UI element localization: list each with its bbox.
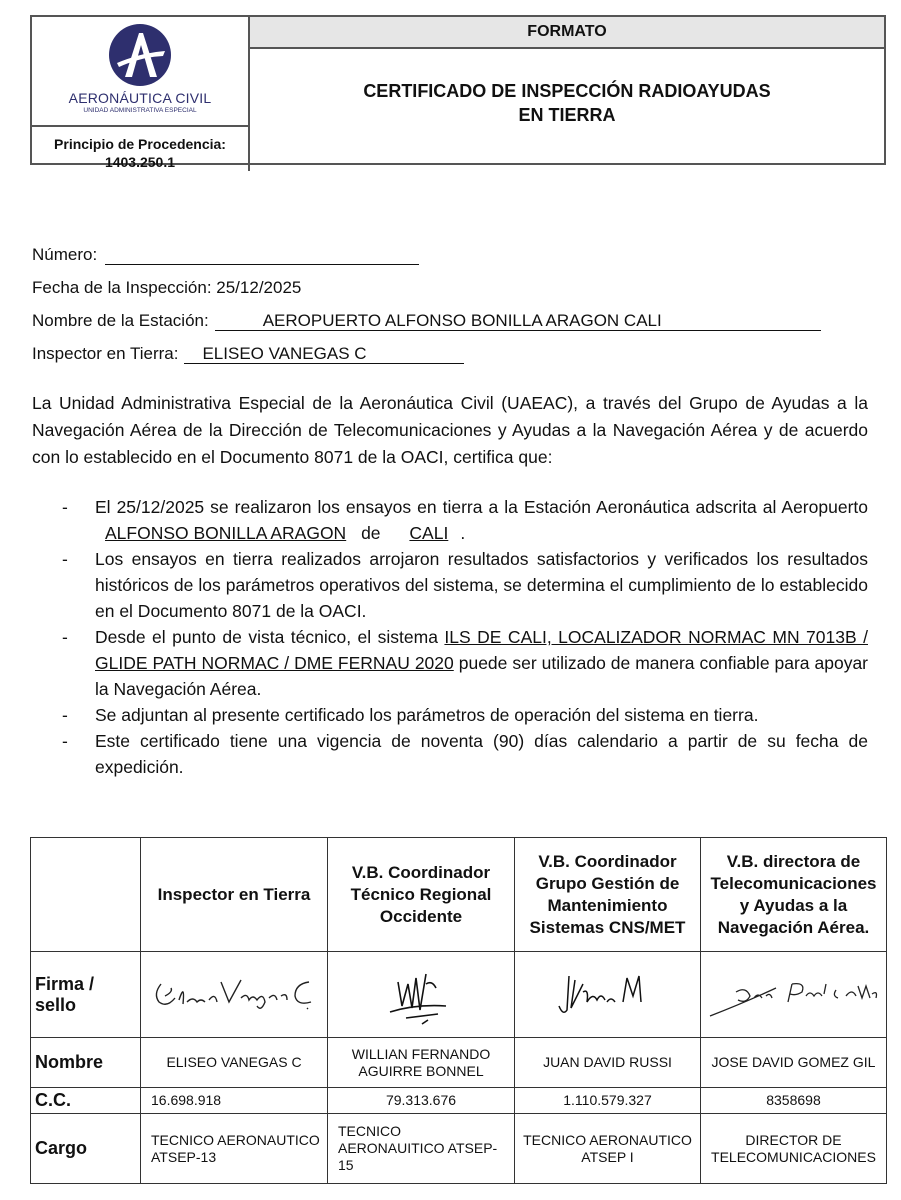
bullet-text: Desde el punto de vista técnico, el sistema (95, 627, 445, 647)
bullet-item (32, 728, 868, 780)
estacion-label: Nombre de la Estación: (32, 311, 209, 330)
title-line-1: CERTIFICADO DE INSPECCIÓN RADIOAYUDAS (363, 81, 771, 101)
signature-coordinador-mantenimiento-image (523, 962, 693, 1022)
dash-icon: - (62, 627, 68, 647)
cc-coordinador-mantenimiento: 1.110.579.327 (515, 1088, 701, 1114)
certificate-title (250, 49, 884, 171)
bullet-text: puede ser utilizado de manera confiable para apoyar la Navegación Aérea. (95, 653, 869, 699)
cc-directora: 8358698 (701, 1088, 887, 1114)
signature-directora (701, 952, 887, 1038)
bullet-item (32, 702, 868, 728)
nombre-coordinador-mantenimiento: JUAN DAVID RUSSI (515, 1038, 701, 1088)
system-name: ILS DE CALI, LOCALIZADOR NORMAC MN 7013B / GLIDE PATH NORMAC / DME FERNAU 2020 (95, 627, 868, 673)
row-label-cc: C.C. (31, 1088, 141, 1114)
estacion-field[interactable]: AEROPUERTO ALFONSO BONILLA ARAGON CALI (215, 311, 821, 331)
dash-icon: - (62, 705, 68, 725)
dash-icon: - (62, 497, 68, 517)
signature-inspector-image (149, 962, 319, 1022)
principio-procedencia (32, 127, 250, 171)
signature-coordinador-regional-image (336, 954, 506, 1030)
header-inspector: Inspector en Tierra (141, 838, 328, 952)
table-row (31, 952, 887, 1038)
formato-label: FORMATO (250, 17, 884, 49)
bullet-text: Los ensayos en tierra realizados arrojaron resultados satisfactorios y verificados los resultados históricos de los parámetros operativos del sistema, se determina el cumplimiento de lo establecido en el Documento 8071 de la OACI. (95, 549, 868, 621)
bullet-text: Se adjuntan al presente certificado los parámetros de operación del sistema en tierra. (95, 705, 759, 725)
signature-coordinador-regional (328, 952, 515, 1038)
signature-table (30, 837, 887, 1184)
bullet-text: de (356, 523, 386, 543)
table-row (31, 1038, 887, 1088)
bullet-text: . (460, 523, 466, 543)
signature-coordinador-mantenimiento (515, 952, 701, 1038)
logo-cell (32, 17, 250, 127)
inspection-fields (32, 232, 872, 364)
nombre-coordinador-regional: WILLIAN FERNANDO AGUIRRE BONNEL (328, 1038, 515, 1088)
dash-icon: - (62, 731, 68, 751)
cargo-inspector: TECNICO AERONAUTICO ATSEP-13 (141, 1114, 328, 1184)
table-row (31, 1114, 887, 1184)
numero-field[interactable] (105, 245, 419, 265)
header-coordinador-mantenimiento: V.B. Coordinador Grupo Gestión de Mantenimiento Sistemas CNS/MET (515, 838, 701, 952)
numero-label: Número: (32, 245, 98, 264)
header-right (250, 17, 884, 171)
row-label-nombre: Nombre (31, 1038, 141, 1088)
aerocivil-logo-icon (103, 23, 177, 87)
cc-coordinador-regional: 79.313.676 (328, 1088, 515, 1114)
principio-label: Principio de Procedencia: (54, 136, 226, 152)
row-label-firma: Firma / sello (31, 952, 141, 1038)
inspector-field[interactable]: ELISEO VANEGAS C (184, 344, 464, 364)
estacion-row (32, 298, 872, 331)
bullet-item (32, 494, 868, 546)
bullet-text: El 25/12/2025 se realizaron los ensayos en tierra a la Estación Aeronáutica adscrita al Aeropuerto (95, 497, 868, 517)
header-coordinador-regional: V.B. Coordinador Técnico Regional Occidente (328, 838, 515, 952)
cargo-coordinador-regional: TECNICO AERONAUITICO ATSEP-15 (328, 1114, 515, 1184)
bullet-text: Este certificado tiene una vigencia de noventa (90) días calendario a partir de su fecha de expedición. (95, 731, 868, 777)
cc-inspector: 16.698.918 (141, 1088, 328, 1114)
logo-subtext: UNIDAD ADMINISTRATIVA ESPECIAL (83, 107, 197, 114)
fecha-row (32, 265, 872, 298)
bullet-item (32, 546, 868, 624)
cargo-directora: DIRECTOR DE TELECOMUNICACIONES (701, 1114, 887, 1184)
certification-paragraph: La Unidad Administrativa Especial de la Aeronáutica Civil (UAEAC), a través del Grupo de Ayudas a la Navegación Aérea de la Dirección de Telecomunicaciones y Ayudas a la Navegación Aérea y de acuerdo con lo establecido en el Documento 8071 de la OACI, certifica que: (32, 393, 868, 467)
table-header-row (31, 838, 887, 952)
title-line-2: EN TIERRA (518, 105, 616, 125)
nombre-inspector: ELISEO VANEGAS C (141, 1038, 328, 1088)
principio-value: 1403.250.1 (104, 154, 176, 170)
inspector-label: Inspector en Tierra: (32, 344, 179, 363)
nombre-directora: JOSE DAVID GOMEZ GIL (701, 1038, 887, 1088)
document-header (30, 15, 886, 170)
inspector-row (32, 331, 872, 364)
bullet-item (32, 624, 868, 702)
numero-row (32, 232, 872, 265)
airport-name: ALFONSO BONILLA ARAGON (105, 523, 347, 543)
header-directora: V.B. directora de Telecomunicaciones y Ayudas a la Navegación Aérea. (701, 838, 887, 952)
logo-name: AERONÁUTICA CIVIL (68, 90, 212, 106)
table-row (31, 1088, 887, 1114)
signature-directora-image (706, 962, 882, 1022)
fecha-label: Fecha de la Inspección: 25/12/2025 (32, 278, 302, 297)
cargo-coordinador-mantenimiento: TECNICO AERONAUTICO ATSEP I (515, 1114, 701, 1184)
city-name: CALI (409, 523, 449, 543)
certification-bullets (32, 494, 868, 780)
empty-header-cell (31, 838, 141, 952)
row-label-cargo: Cargo (31, 1114, 141, 1184)
signature-inspector (141, 952, 328, 1038)
dash-icon: - (62, 549, 68, 569)
